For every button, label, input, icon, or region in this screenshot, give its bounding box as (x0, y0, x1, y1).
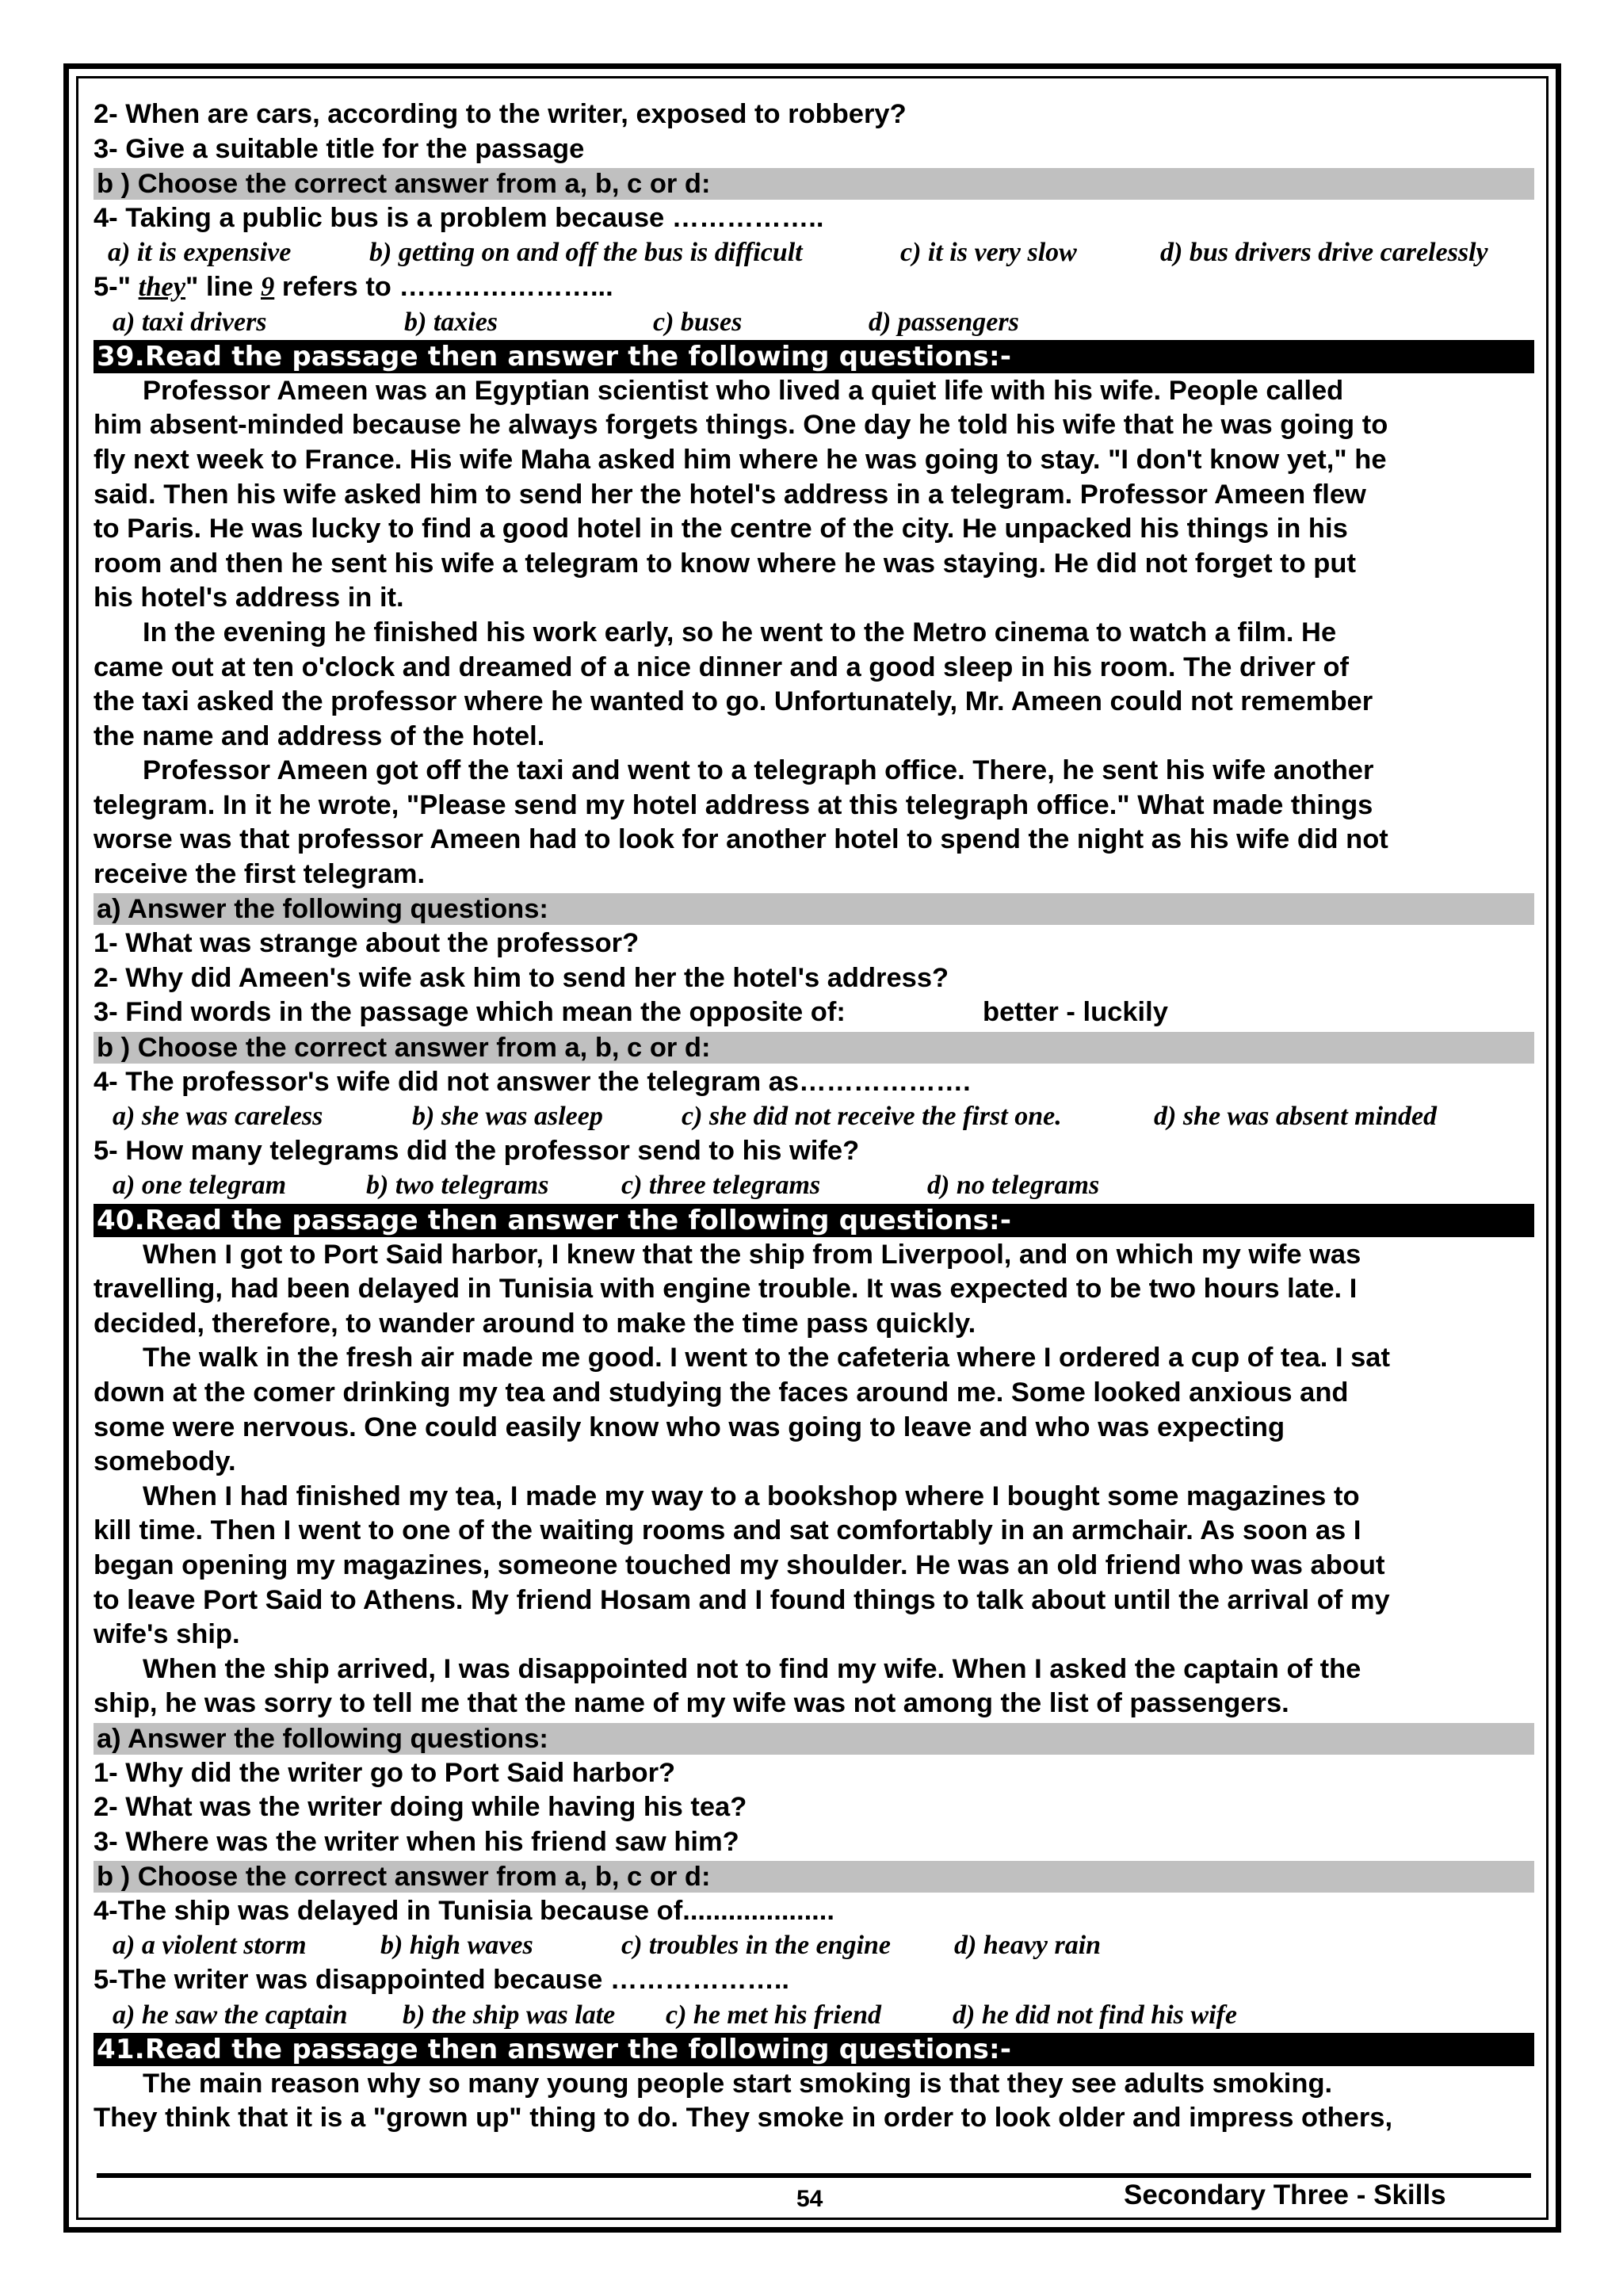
answer-option: b) two telegrams (366, 1171, 549, 1201)
question-text: 4- Taking a public bus is a problem because …………….. (94, 202, 824, 233)
answer-options (94, 1168, 1534, 1203)
answer-option: c) she did not receive the first one. (682, 1102, 1062, 1132)
section-subheader: b ) Choose the correct answer from a, b, c or d: (94, 168, 1534, 200)
answer-option: a) she was careless (113, 1102, 323, 1132)
answer-option: b) the ship was late (403, 2000, 616, 2030)
passage-line: The walk in the fresh air made me good. I went to the cafeteria where I ordered a cup of tea. I sat (143, 1343, 1390, 1373)
line-number: 9 (261, 271, 275, 302)
passage-line: some were nervous. One could easily know who was going to leave and who was expecting (94, 1412, 1285, 1442)
question-text: 1- What was strange about the professor? (94, 928, 640, 959)
answer-option: c) buses (653, 307, 743, 337)
passage-line: fly next week to France. His wife Maha asked him where he was going to stay. "I don't know yet," he (94, 444, 1387, 475)
passage-line: the name and address of the hotel. (94, 720, 545, 751)
answer-options (94, 305, 1534, 340)
passage-paragraph (94, 374, 1534, 616)
passage-line: ship, he was sorry to tell me that the name of my wife was not among the list of passengers. (94, 1688, 1289, 1719)
answer-options (94, 1998, 1534, 2033)
passage-line: worse was that professor Ameen had to look for another hotel to spend the night as his wife did not (94, 824, 1388, 855)
answer-option: d) passengers (869, 307, 1019, 337)
section-header-39: 39.Read the passage then answer the following questions:- (94, 340, 1534, 373)
question-text: 3- Where was the writer when his friend saw him? (94, 1826, 739, 1857)
section-subheader: b ) Choose the correct answer from a, b, c or d: (94, 1861, 1534, 1893)
passage-line: wife's ship. (94, 1619, 240, 1650)
answer-options (94, 1099, 1534, 1134)
passage-line: Professor Ameen got off the taxi and went to a telegraph office. There, he sent his wife another (143, 755, 1374, 786)
passage-line: When the ship arrived, I was disappointed not to find my wife. When I asked the captain of the (143, 1653, 1361, 1684)
passage-line: room and then he sent his wife a telegram to know where he was staying. He did not forget to put (94, 548, 1356, 579)
passage-line: In the evening he finished his work early, so he went to the Metro cinema to watch a film. He (143, 617, 1337, 648)
answer-options (94, 235, 1534, 270)
passage-line: They think that it is a "grown up" thing to do. They smoke in order to look older and impress others, (94, 2103, 1393, 2134)
passage-line: When I got to Port Said harbor, I knew that the ship from Liverpool, and on which my wife was (143, 1239, 1361, 1270)
section-subheader: a) Answer the following questions: (94, 893, 1534, 925)
question-text (94, 270, 1534, 305)
question-text: 3- Give a suitable title for the passage (94, 133, 585, 164)
answer-option: a) one telegram (113, 1171, 287, 1201)
answer-option: d) bus drivers drive carelessly (1160, 238, 1488, 268)
passage-paragraph (94, 2067, 1534, 2136)
passage-line: When I had finished my tea, I made my way to a bookshop where I bought some magazines to (143, 1480, 1360, 1511)
answer-option: c) three telegrams (621, 1171, 821, 1201)
passage-line: receive the first telegram. (94, 859, 426, 890)
referent-word: they (138, 271, 186, 302)
passage-line: said. Then his wife asked him to send her the hotel's address in a telegram. Professor Ameen flew (94, 479, 1366, 510)
section-header-41: 41.Read the passage then answer the following questions:- (94, 2033, 1534, 2066)
question-text: 2- When are cars, according to the writer, exposed to robbery? (94, 99, 907, 129)
passage-line: came out at ten o'clock and dreamed of a nice dinner and a good sleep in his room. The driver of (94, 651, 1350, 682)
question-text: 4-The ship was delayed in Tunisia because of.................... (94, 1895, 834, 1926)
page-number: 54 (796, 2186, 823, 2212)
answer-option: b) taxies (404, 307, 498, 337)
answer-option: c) troubles in the engine (621, 1931, 892, 1961)
passage-line: the taxi asked the professor where he wanted to go. Unfortunately, Mr. Ameen could not remember (94, 686, 1373, 717)
passage-line: to leave Port Said to Athens. My friend Hosam and I found things to talk about until the arrival of my (94, 1584, 1390, 1615)
passage-line: began opening my magazines, someone touched my shoulder. He was an old friend who was about (94, 1549, 1385, 1580)
question-text: 1- Why did the writer go to Port Said harbor? (94, 1757, 676, 1788)
passage-line: decided, therefore, to wander around to make the time pass quickly. (94, 1308, 976, 1339)
question-text: 4- The professor's wife did not answer the telegram as………………. (94, 1066, 971, 1097)
passage-paragraph (94, 1480, 1534, 1652)
answer-options (94, 1928, 1534, 1963)
passage-line: The main reason why so many young people start smoking is that they see adults smoking. (143, 2068, 1333, 2099)
question-text (94, 995, 1534, 1030)
passage-line: Professor Ameen was an Egyptian scientist who lived a quiet life with his wife. People called (143, 375, 1344, 406)
answer-option: c) it is very slow (900, 238, 1077, 268)
answer-option: a) it is expensive (108, 238, 292, 268)
answer-option: a) taxi drivers (113, 307, 267, 337)
answer-option: d) heavy rain (954, 1931, 1102, 1961)
passage-paragraph (94, 754, 1534, 892)
question-text: 2- What was the writer doing while having his tea? (94, 1792, 747, 1823)
question-text: 2- Why did Ameen's wife ask him to send her the hotel's address? (94, 962, 949, 993)
answer-option: c) he met his friend (666, 2000, 881, 2030)
passage-line: kill time. Then I went to one of the waiting rooms and sat comfortably in an armchair. As soon as I (94, 1515, 1361, 1546)
section-subheader: b ) Choose the correct answer from a, b, c or d: (94, 1032, 1534, 1064)
passage-line: travelling, had been delayed in Tunisia with engine trouble. It was expected to be two hours late. I (94, 1274, 1358, 1305)
answer-option: b) she was asleep (412, 1102, 603, 1132)
question-text: 5- How many telegrams did the professor send to his wife? (94, 1135, 860, 1166)
passage-line: telegram. In it he wrote, "Please send my hotel address at this telegraph office." What made things (94, 789, 1373, 820)
answer-option: d) no telegrams (927, 1171, 1100, 1201)
answer-option: d) he did not find his wife (953, 2000, 1237, 2030)
passage-line: him absent-minded because he always forgets things. One day he told his wife that he was going to (94, 410, 1388, 441)
passage-paragraph (94, 1238, 1534, 1342)
answer-option: a) he saw the captain (113, 2000, 348, 2030)
question-fragment: refers to …………………... (274, 271, 613, 302)
passage-line: somebody. (94, 1446, 236, 1477)
question-text: 5-The writer was disappointed because ……………….. (94, 1965, 790, 1996)
answer-option: b) getting on and off the bus is difficult (369, 238, 803, 268)
footer-title: Secondary Three - Skills (1124, 2179, 1446, 2210)
question-fragment: 5-" (94, 271, 139, 302)
passage-line: his hotel's address in it. (94, 583, 404, 613)
answer-option: d) she was absent minded (1154, 1102, 1438, 1132)
passage-line: to Paris. He was lucky to find a good hotel in the centre of the city. He unpacked his things in his (94, 514, 1348, 544)
section-subheader: a) Answer the following questions: (94, 1723, 1534, 1755)
answer-option: a) a violent storm (113, 1931, 307, 1961)
passage-line: down at the comer drinking my tea and studying the faces around me. Some looked anxious and (94, 1377, 1349, 1408)
passage-paragraph (94, 616, 1534, 754)
passage-paragraph (94, 1341, 1534, 1479)
question-fragment: " line (185, 271, 261, 302)
passage-paragraph (94, 1652, 1534, 1721)
vocab-words: better - luckily (983, 997, 1168, 1028)
question-fragment: 3- Find words in the passage which mean the opposite of: (94, 997, 846, 1028)
answer-option: b) high waves (380, 1931, 533, 1961)
section-header-40: 40.Read the passage then answer the following questions:- (94, 1204, 1534, 1237)
worksheet-content (94, 97, 1534, 2136)
